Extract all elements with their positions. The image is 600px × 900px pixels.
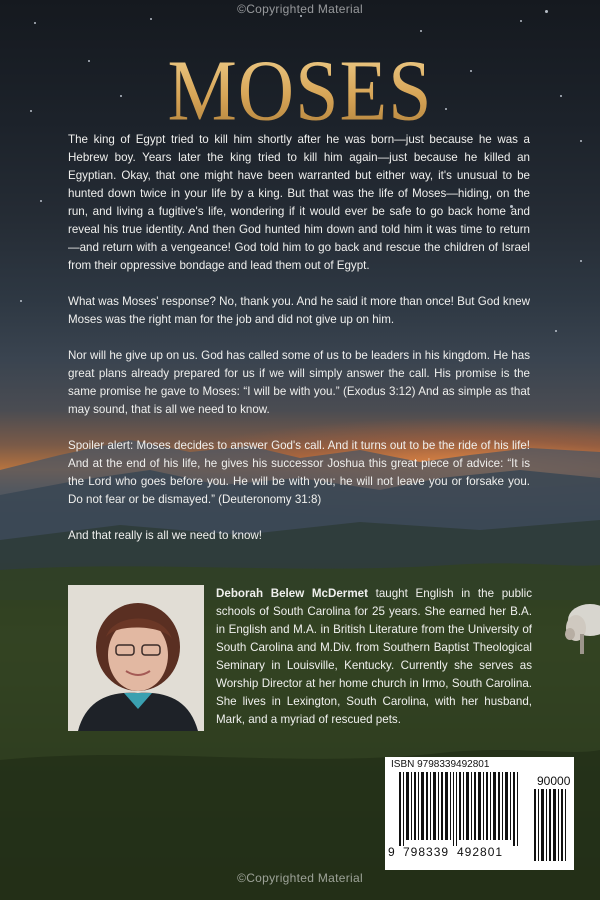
author-portrait-icon (68, 585, 204, 731)
isbn-label: ISBN 9798339492801 (391, 759, 490, 770)
isbn-barcode (385, 757, 574, 870)
author-name: Deborah Belew McDermet (216, 587, 368, 600)
barcode-digits-group2: 492801 (457, 845, 504, 859)
blurb-paragraph: Spoiler alert: Moses decides to answer God's call. And it turns out to be the ride of his life! And at the end of his life, he gives his successor Joshua this great piece of advice: “It is the Lord who goes before you. He will be with you; he will not leave you or forsake you. Do not fear or be dismayed.” (Deuteronomy 31:8) (68, 439, 530, 506)
blurb-paragraph: What was Moses' response? No, thank you. And he said it more than once! But God knew Moses was the right man for the job and did not give up on him. (68, 295, 530, 326)
barcode-bars (391, 772, 527, 846)
author-bio-text: taught English in the public schools of South Carolina for 25 years. She earned her B.A. in English and M.A. in British Literature from the University of South Carolina and M.Div. from Southern Baptist Theological Seminary in Louisville, Kentucky. Currently she serves as Worship Director at her home church in Irmo, South Carolina. She lives in Lexington, South Carolina, with her husband, Mark, and a myriad of rescued pets. (216, 587, 532, 726)
barcode-digits-group1: 798339 (403, 845, 450, 859)
price-barcode-bars (532, 789, 570, 861)
author-bio (216, 585, 532, 729)
book-title: MOSES (0, 40, 600, 141)
blurb-paragraph: And that really is all we need to know! (68, 529, 262, 542)
sheep-icon (560, 598, 600, 658)
blurb-paragraph: The king of Egypt tried to kill him shortly after he was born—just because he was a Hebrew boy. Years later the king tried to kill him again—just because he killed an Egyptian. Okay, that one might have been warranted but either way, it's unusual to be hunted down twice in your life by a king. But that was the life of Moses—hiding, on the run, and living a fugitive's life, wondering if it would ever be safe to go back home and reveal his true identity. And then God hunted him down and told him it was time to return—and return with a vengeance! God told him to go back and rescue the children of Israel from their oppressive bondage and lead them out of Egypt. (68, 133, 530, 272)
blurb-paragraph: Nor will he give up on us. God has called some of us to be leaders in his kingdom. He has great plans already prepared for us if we will simply answer the call. His promise is the same promise he gave to Moses: “I will be with you.” (Exodus 3:12) And as simple as that may sound, that is all we need to know. (68, 349, 530, 416)
barcode-digit-first: 9 (388, 845, 395, 859)
back-cover-blurb (68, 131, 530, 563)
copyright-watermark-top: ©Copyrighted Material (237, 2, 363, 16)
price-code: 90000 (537, 774, 571, 788)
copyright-watermark-bottom: ©Copyrighted Material (237, 871, 363, 885)
author-photo (68, 585, 204, 731)
